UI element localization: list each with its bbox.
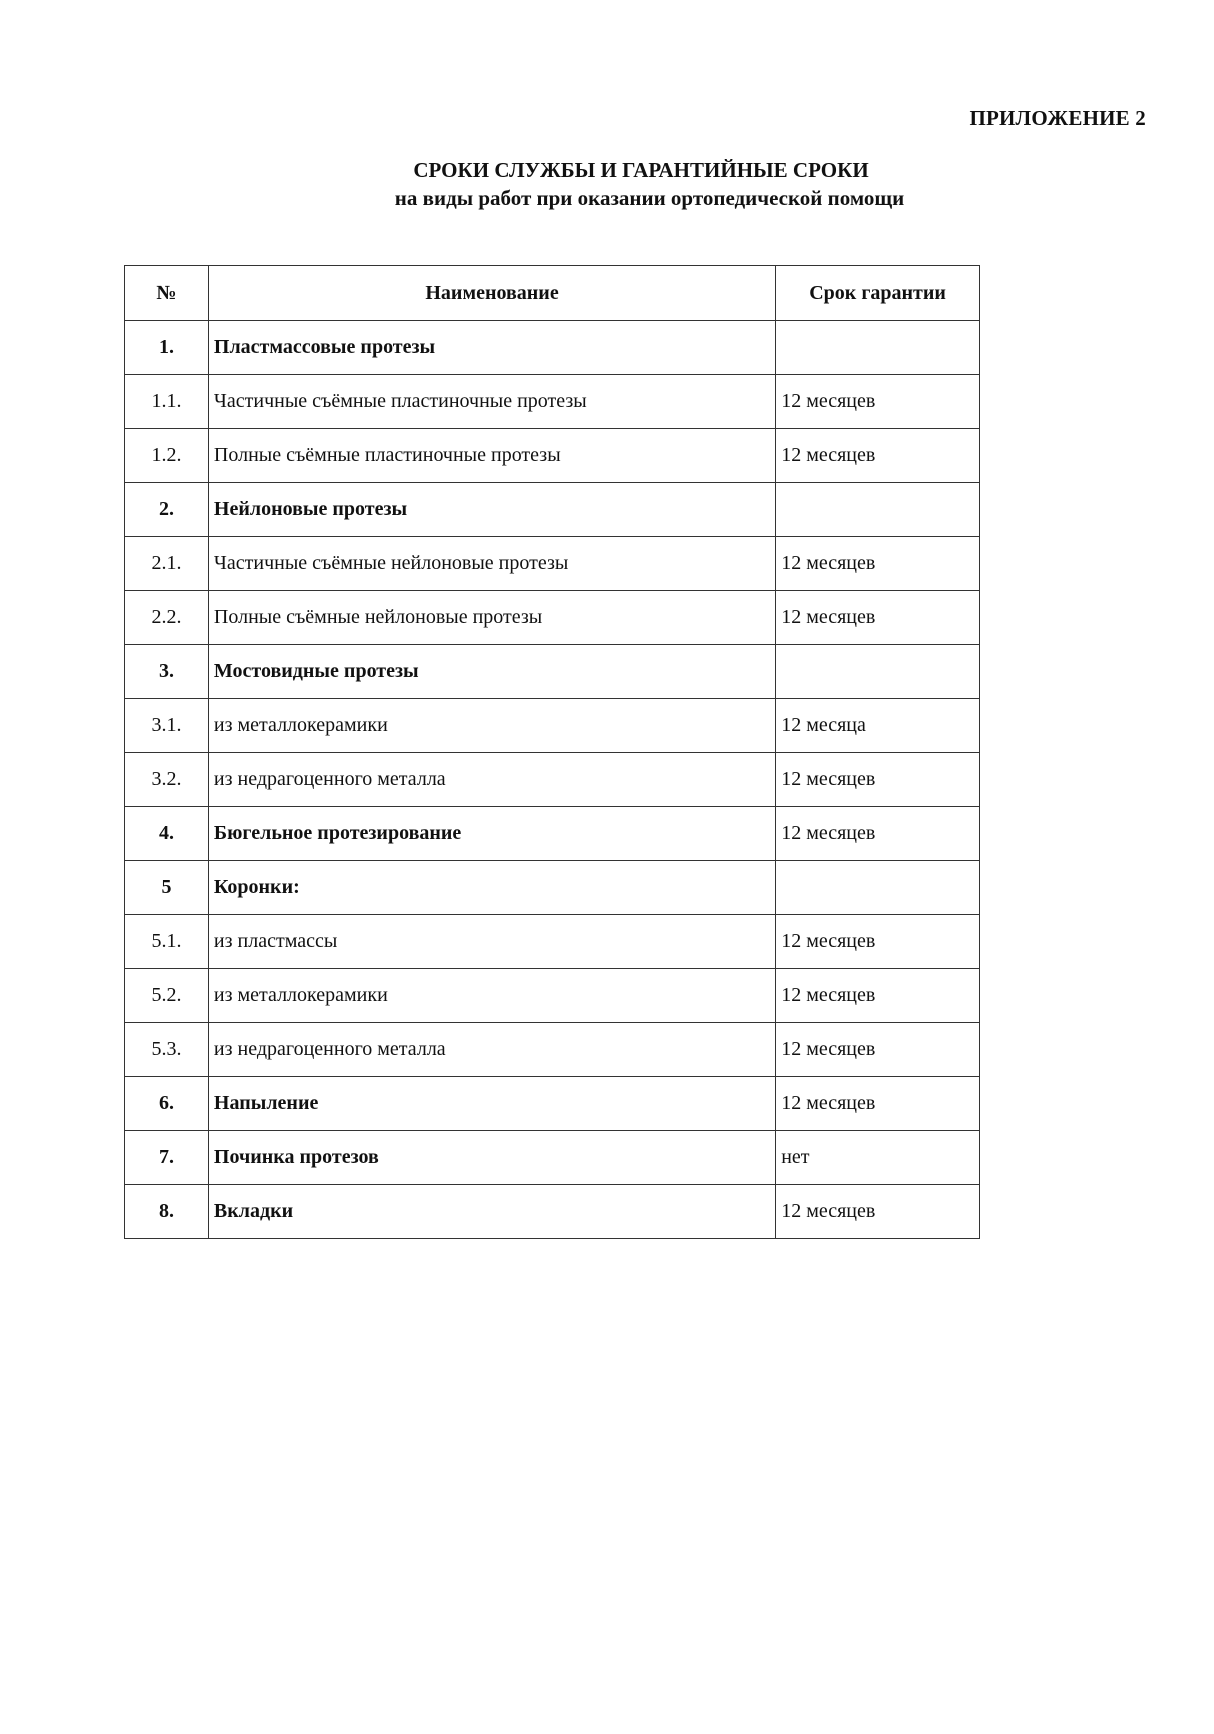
table-header-row — [125, 266, 980, 321]
row-warranty-term: 12 месяцев — [776, 1023, 980, 1077]
table-row — [125, 807, 980, 861]
row-number: 2. — [125, 483, 209, 537]
header-number: № — [125, 266, 209, 321]
row-name: Пластмассовые протезы — [208, 321, 775, 375]
row-name: Починка протезов — [208, 1131, 775, 1185]
row-warranty-term: 12 месяцев — [776, 753, 980, 807]
row-number: 2.1. — [125, 537, 209, 591]
table-row — [125, 861, 980, 915]
table-row — [125, 915, 980, 969]
row-name: из недрагоценного металла — [208, 1023, 775, 1077]
row-warranty-term: 12 месяцев — [776, 969, 980, 1023]
title-line-1: СРОКИ СЛУЖБЫ И ГАРАНТИЙНЫЕ СРОКИ — [413, 158, 869, 182]
row-number: 3. — [125, 645, 209, 699]
table-row — [125, 1185, 980, 1239]
table-row — [125, 537, 980, 591]
table-row — [125, 969, 980, 1023]
row-name: Напыление — [208, 1077, 775, 1131]
table-body — [125, 321, 980, 1239]
title-line-2: на виды работ при оказании ортопедической помощи — [394, 186, 905, 210]
table-row — [125, 483, 980, 537]
row-number: 3.2. — [125, 753, 209, 807]
row-number: 7. — [125, 1131, 209, 1185]
row-warranty-term: 12 месяцев — [776, 1077, 980, 1131]
row-name: Мостовидные протезы — [208, 645, 775, 699]
table-row — [125, 1077, 980, 1131]
row-number: 5.1. — [125, 915, 209, 969]
row-name: Частичные съёмные нейлоновые протезы — [208, 537, 775, 591]
row-name: из недрагоценного металла — [208, 753, 775, 807]
row-warranty-term: 12 месяцев — [776, 537, 980, 591]
table-row — [125, 321, 980, 375]
row-number: 4. — [125, 807, 209, 861]
table-row — [125, 753, 980, 807]
row-name: из металлокерамики — [208, 699, 775, 753]
row-number: 6. — [125, 1077, 209, 1131]
row-number: 3.1. — [125, 699, 209, 753]
row-number: 5.3. — [125, 1023, 209, 1077]
row-number: 5.2. — [125, 969, 209, 1023]
table-row — [125, 645, 980, 699]
row-name: Полные съёмные нейлоновые протезы — [208, 591, 775, 645]
warranty-table — [124, 265, 980, 1239]
row-name: из металлокерамики — [208, 969, 775, 1023]
header-warranty-term: Срок гарантии — [776, 266, 980, 321]
row-warranty-term: 12 месяцев — [776, 1185, 980, 1239]
row-warranty-term — [776, 483, 980, 537]
appendix-label: ПРИЛОЖЕНИЕ 2 — [969, 106, 1146, 130]
row-name: Вкладки — [208, 1185, 775, 1239]
header-name: Наименование — [208, 266, 775, 321]
row-warranty-term: 12 месяцев — [776, 429, 980, 483]
row-name: Полные съёмные пластиночные протезы — [208, 429, 775, 483]
table-row — [125, 699, 980, 753]
row-number: 1.2. — [125, 429, 209, 483]
row-warranty-term — [776, 861, 980, 915]
row-warranty-term: нет — [776, 1131, 980, 1185]
row-name: Частичные съёмные пластиночные протезы — [208, 375, 775, 429]
row-warranty-term: 12 месяцев — [776, 807, 980, 861]
row-number: 1. — [125, 321, 209, 375]
row-name: Бюгельное протезирование — [208, 807, 775, 861]
row-warranty-term: 12 месяцев — [776, 915, 980, 969]
row-warranty-term — [776, 645, 980, 699]
row-warranty-term — [776, 321, 980, 375]
table-row — [125, 375, 980, 429]
table-row — [125, 1023, 980, 1077]
document-title — [0, 156, 1214, 212]
row-name: из пластмассы — [208, 915, 775, 969]
row-number: 5 — [125, 861, 209, 915]
row-warranty-term: 12 месяцев — [776, 591, 980, 645]
row-number: 1.1. — [125, 375, 209, 429]
row-name: Нейлоновые протезы — [208, 483, 775, 537]
table-row — [125, 429, 980, 483]
table-row — [125, 1131, 980, 1185]
row-warranty-term: 12 месяца — [776, 699, 980, 753]
row-number: 2.2. — [125, 591, 209, 645]
row-number: 8. — [125, 1185, 209, 1239]
row-name: Коронки: — [208, 861, 775, 915]
row-warranty-term: 12 месяцев — [776, 375, 980, 429]
table-row — [125, 591, 980, 645]
